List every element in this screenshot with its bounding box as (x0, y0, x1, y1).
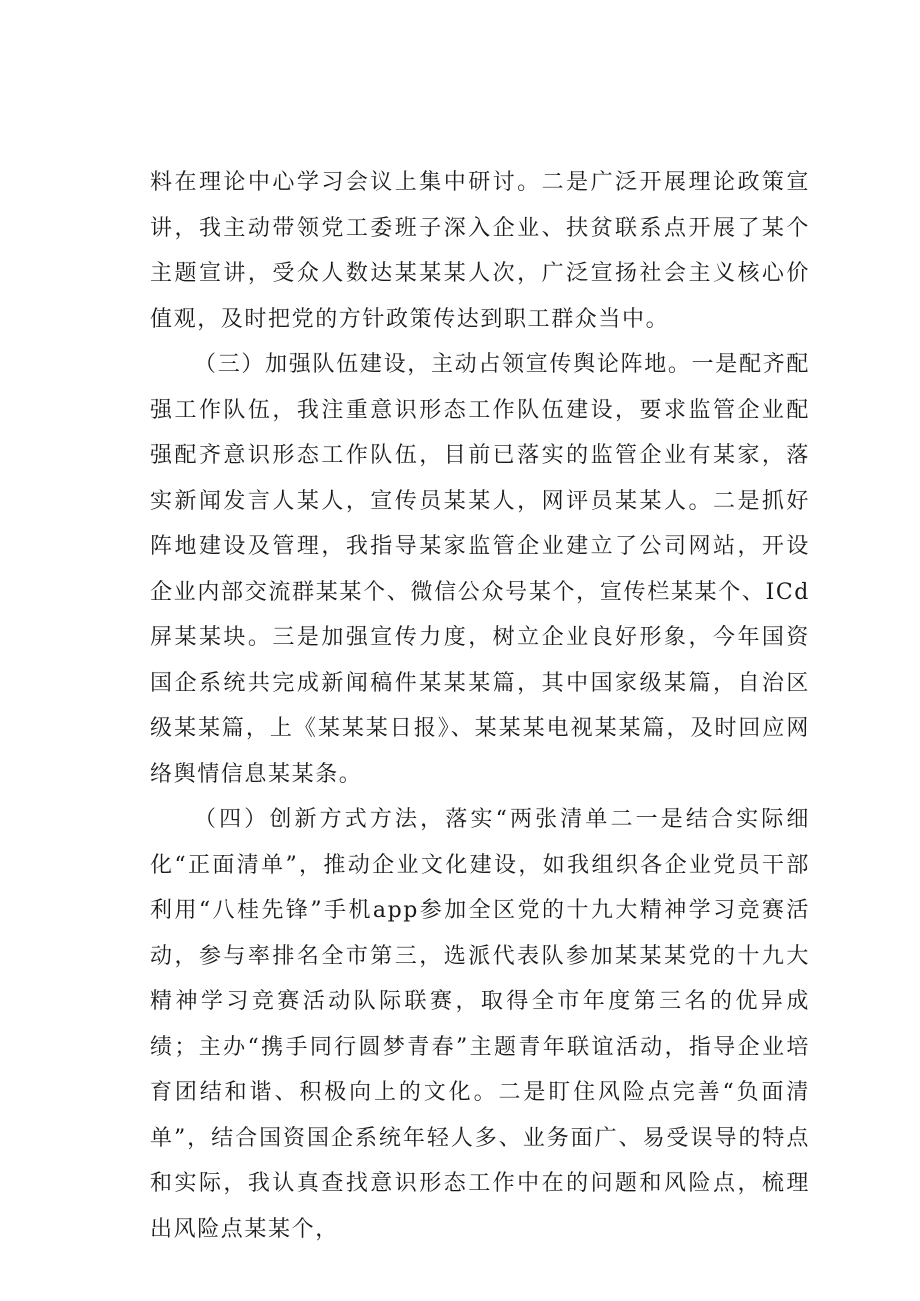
document-body (150, 160, 810, 1252)
paragraph-continuation: 料在理论中心学习会议上集中研讨。二是广泛开展理论政策宣讲，我主动带领党工委班子深入企业、扶贫联系点开展了某个主题宣讲，受众人数达某某某人次，广泛宣扬社会主义核心价值观，及时把党的方针政策传达到职工群众当中。 (150, 170, 810, 332)
paragraph-section-four: （四）创新方式方法，落实“两张清单二一是结合实际细化“正面清单”，推动企业文化建设，如我组织各企业党员干部利用“八桂先锋”手机app参加全区党的十九大精神学习竞赛活动，参与率排名全市第三，选派代表队参加某某某党的十九大精神学习竞赛活动队际联赛，取得全市年度第三名的优异成绩；主办“携手同行圆梦青春”主题青年联谊活动，指导企业培育团结和谐、积极向上的文化。二是盯住风险点完善“负面清单”，结合国资国企系统年轻人多、业务面广、易受误导的特点和实际，我认真查找意识形态工作中在的问题和风险点，梳理出风险点某某个， (150, 807, 810, 1242)
paragraph-section-three: （三）加强队伍建设，主动占领宣传舆论阵地。一是配齐配强工作队伍，我注重意识形态工作队伍建设，要求监管企业配强配齐意识形态工作队伍，目前已落实的监管企业有某家，落实新闻发言人某人，宣传员某某人，网评员某某人。二是抓好阵地建设及管理，我指导某家监管企业建立了公司网站，开设企业内部交流群某某个、微信公众号某个，宣传栏某某个、ICd屏某某块。三是加强宣传力度，树立企业良好形象，今年国资国企系统共完成新闻稿件某某某篇，其中国家级某篇，自治区级某某篇，上《某某某日报》、某某某电视某某篇，及时回应网络舆情信息某某条。 (150, 352, 810, 787)
